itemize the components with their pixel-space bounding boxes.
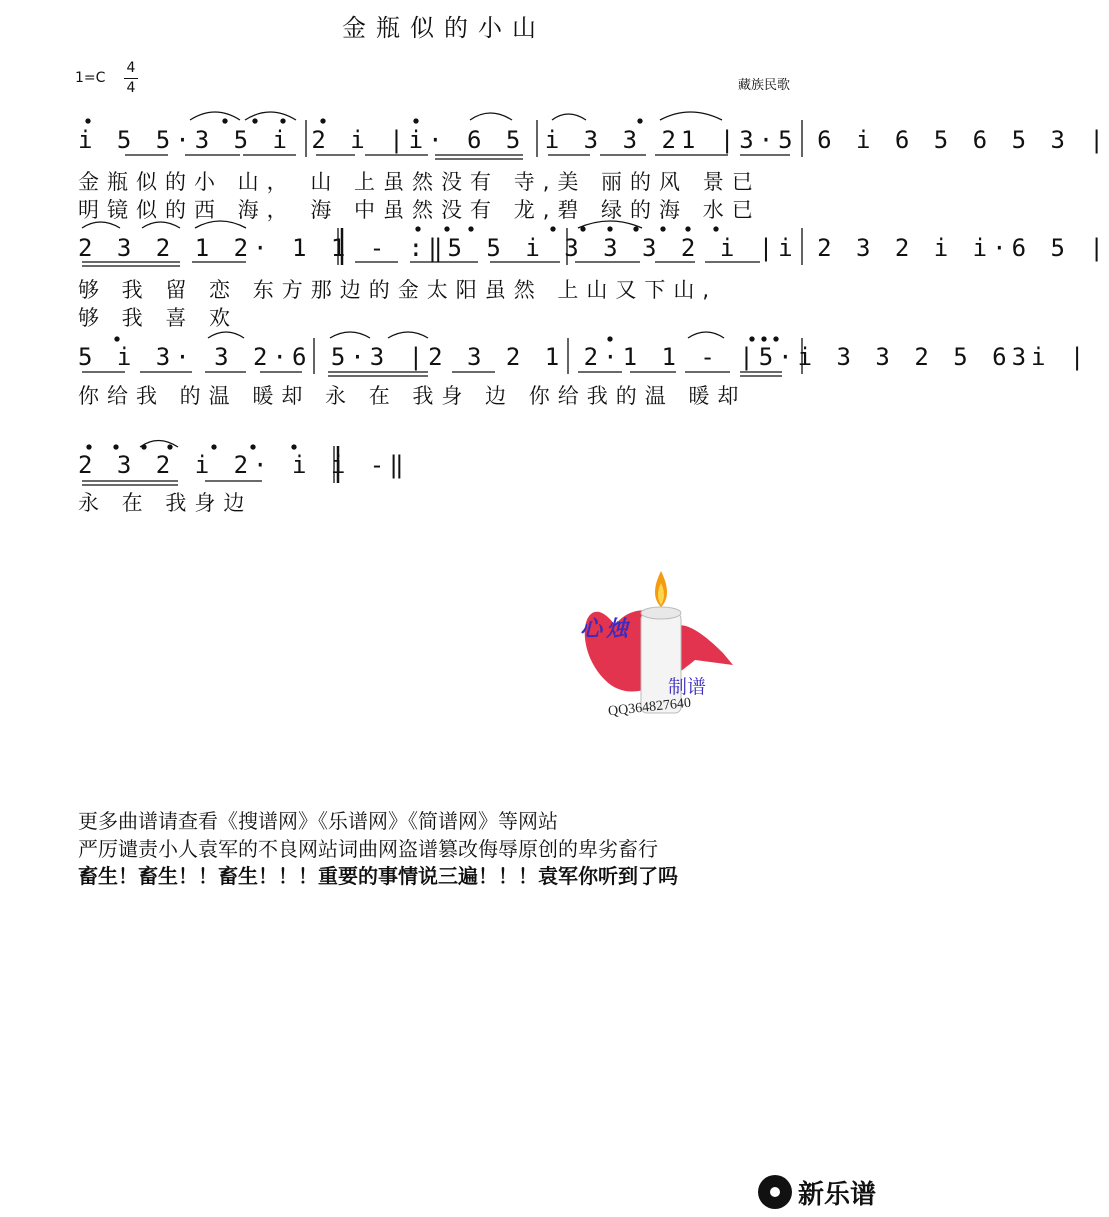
lyric-line-2-verse-2: 够 我 喜 欢 (78, 306, 239, 330)
notation-line-4: 2 3 2 i 2· i i -‖ (78, 451, 409, 479)
notice-line-2: 严厉谴责小人袁军的不良网站词曲网盗谱篡改侮辱原创的卑劣畜行 (78, 837, 658, 861)
logo-qq-number: QQ364827640 (607, 695, 692, 720)
site-name: 新乐谱 (798, 1179, 877, 1210)
logo-text-xinzhu: 心烛 (580, 617, 633, 642)
song-source: 藏族民歌 (738, 78, 791, 93)
lyric-line-2-verse-1: 够 我 留 恋 东方那边的金太阳虽然 上山又下山, (78, 278, 718, 302)
notation-line-2: 2 3 2 1 2· 1 1 - :‖5 5 i 3 3 3 2 i |i 2 3 2 i i·6 5 | (78, 234, 1109, 262)
notation-line-1: i 5 5·3 5 i 2 i |i· 6 5 i 3 3 21 |3·5 6 i 6 5 6 5 3 | (78, 126, 1109, 154)
lyric-line-1-verse-1: 金瓶似的小 山， 山 上虽然没有 寺,美 丽的风 景已 (78, 170, 761, 194)
notice-line-3: 畜生！畜生！！畜生！！！重要的事情说三遍！！！袁军你听到了吗 (78, 864, 678, 888)
lyric-line-1-verse-2: 明镜似的西 海， 海 中虽然没有 龙,碧 绿的海 水已 (78, 198, 761, 222)
notation-line-3: 5 i 3· 3 2·6 5·3 |2 3 2 1 2·1 1 - |5·i 3 3 2 5 63i | (78, 343, 1090, 371)
notice-line-1: 更多曲谱请查看《搜谱网》《乐谱网》《简谱网》等网站 (78, 809, 558, 833)
time-signature-top: 4 (126, 60, 136, 76)
time-signature-bottom: 4 (126, 80, 136, 96)
lyric-line-4-verse-1: 永 在 我身边 (78, 491, 253, 515)
lyric-line-3-verse-1: 你给我 的温 暖却 永 在 我身 边 你给我的温 暖却 (78, 384, 747, 408)
record-disc-icon (758, 1175, 792, 1209)
song-title: 金瓶似的小山 (342, 14, 546, 42)
logo-text-zhipu: 制谱 (668, 676, 707, 698)
site-watermark (758, 1172, 876, 1212)
key-signature: 1=C (75, 70, 106, 86)
